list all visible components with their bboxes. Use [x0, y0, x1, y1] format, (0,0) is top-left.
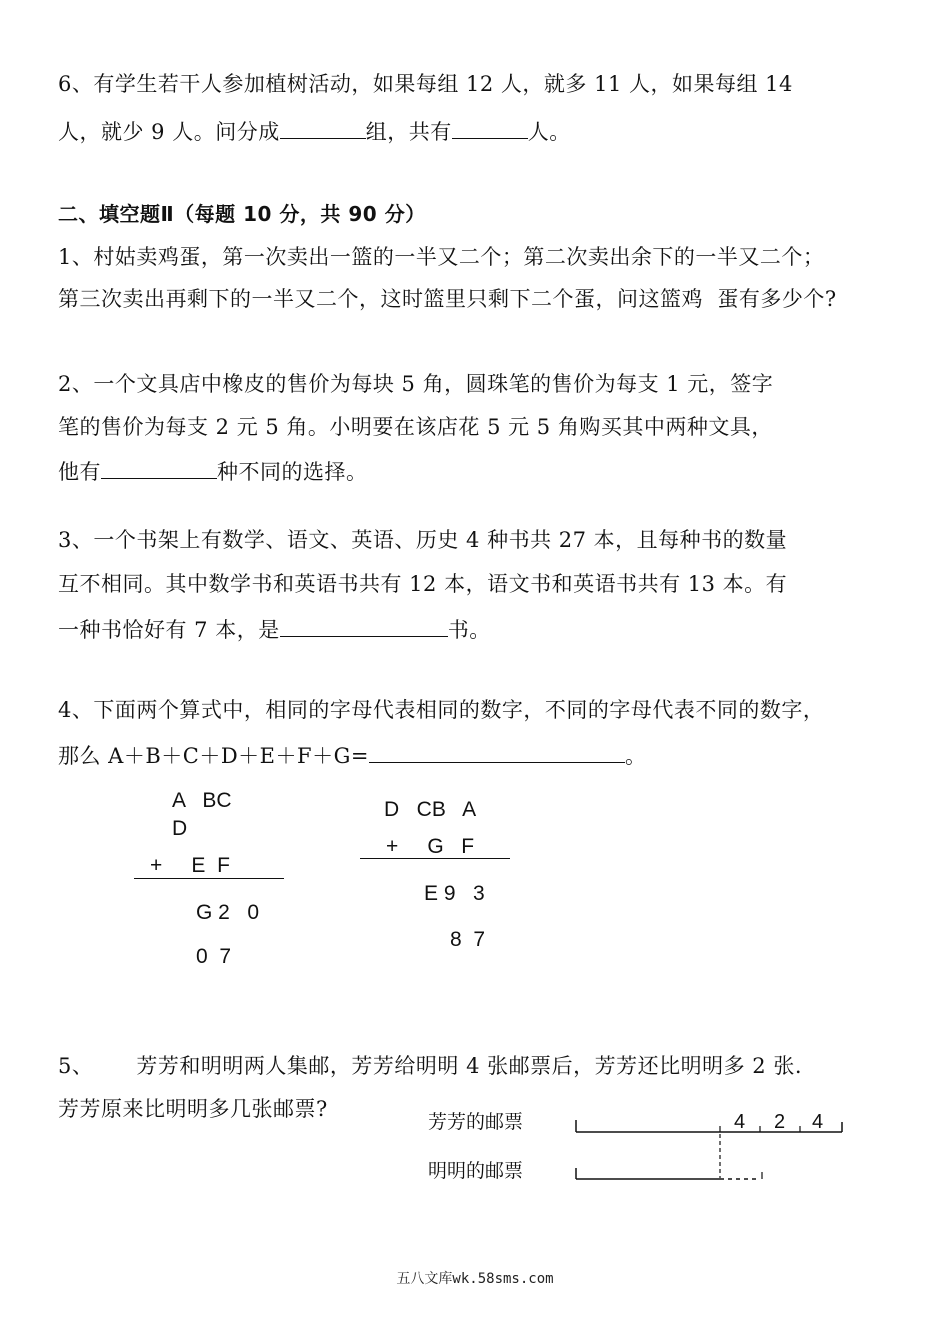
- q4-right-row-1: D CB A: [384, 798, 477, 821]
- diagram-num-1: 4: [734, 1111, 746, 1133]
- q3-line-2: 互不相同。其中数学书和英语书共有 12 本，语文书和英语书共有 13 本。有: [58, 572, 788, 596]
- q3-text-a: 一种书恰好有 7 本，是: [58, 618, 280, 642]
- q6-text-b: 组，共有: [365, 120, 452, 144]
- q6-text-a: 人，就少 9 人。问分成: [58, 120, 280, 144]
- q4-right-row-2: + G F: [386, 835, 475, 858]
- q4-text-a: 那么 A＋B＋C＋D＋E＋F＋G=: [58, 744, 369, 768]
- q4-line-2: [58, 740, 646, 770]
- q2-blank-choices[interactable]: [101, 456, 217, 479]
- q2-line-2: 笔的售价为每支 2 元 5 角。小明要在该店花 5 元 5 角购买其中两种文具，: [58, 415, 773, 439]
- q4-blank-sum[interactable]: [369, 740, 625, 763]
- diagram-label-mingming: 明明的邮票: [428, 1160, 524, 1182]
- q3-text-b: 书。: [447, 618, 491, 642]
- q4-left-row-5: 0 7: [196, 945, 232, 968]
- mingming-bar: [576, 1168, 762, 1179]
- q5-line-2: 芳芳原来比明明多几张邮票?: [58, 1097, 328, 1121]
- q2-line-3: [58, 456, 368, 486]
- q6-line-2: [58, 116, 571, 146]
- q1-line-2: 第三次卖出再剩下的一半又二个，这时篮里只剩下二个蛋，问这篮鸡 蛋有多少个?: [58, 287, 837, 311]
- q6-line-1: 6、有学生若干人参加植树活动，如果每组 12 人，就多 11 人，如果每组 14: [58, 72, 793, 96]
- q6-blank-groups[interactable]: [280, 116, 366, 139]
- q1-line-1: 1、村姑卖鸡蛋，第一次卖出一篮的一半又二个；第二次卖出余下的一半又二个；: [58, 245, 825, 269]
- q4-left-row-1: A BC: [172, 789, 232, 812]
- diagram-num-2: 2: [774, 1111, 786, 1133]
- q2-text-a: 他有: [58, 460, 101, 484]
- q3-line-1: 3、一个书架上有数学、语文、英语、历史 4 种书共 27 本，且每种书的数量: [58, 528, 788, 552]
- q4-left-row-4: G 2 0: [196, 901, 260, 924]
- q6-blank-people[interactable]: [452, 116, 528, 139]
- q2-line-1: 2、一个文具店中橡皮的售价为每块 5 角，圆珠笔的售价为每支 1 元，签字: [58, 372, 774, 396]
- page-footer: 五八文库wk.58sms.com: [396, 1271, 554, 1287]
- section-2-heading: 二、填空题Ⅱ（每题 10 分，共 90 分）: [58, 202, 426, 226]
- q2-text-b: 种不同的选择。: [217, 460, 368, 484]
- q4-left-row-2: D: [172, 817, 188, 840]
- q6-text-c: 人。: [527, 120, 571, 144]
- q5-line-1: 5、 芳芳和明明两人集邮，芳芳给明明 4 张邮票后，芳芳还比明明多 2 张.: [58, 1054, 803, 1078]
- q4-left-sum-line: [134, 878, 284, 879]
- fangfang-bar: [576, 1120, 842, 1132]
- diagram-num-3: 4: [812, 1111, 824, 1133]
- q4-left-row-3: + E F: [150, 854, 230, 877]
- q4-right-row-4: 8 7: [450, 928, 486, 951]
- q3-blank-book[interactable]: [280, 614, 448, 637]
- q4-right-row-3: E 9 3: [424, 882, 485, 905]
- q4-text-b: 。: [624, 744, 647, 768]
- q3-line-3: [58, 614, 491, 644]
- q4-right-sum-line: [360, 858, 510, 859]
- q4-line-1: 4、下面两个算式中，相同的字母代表相同的数字，不同的字母代表不同的数字，: [58, 698, 825, 722]
- diagram-label-fangfang: 芳芳的邮票: [428, 1111, 524, 1133]
